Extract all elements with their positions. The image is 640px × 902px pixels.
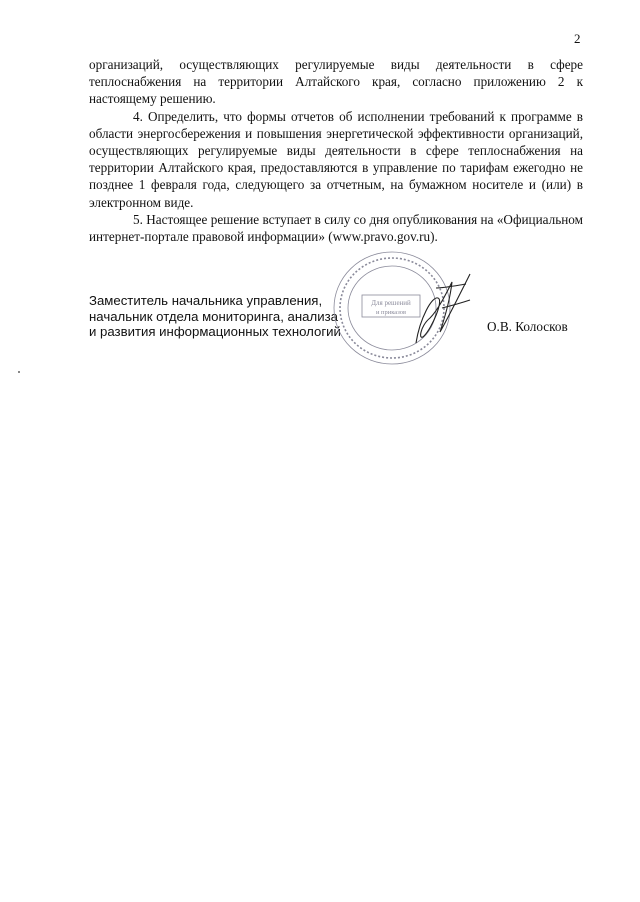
official-stamp (320, 248, 500, 378)
signatory-title-line: и развития информационных технологий (89, 324, 341, 339)
stamp-ring-text (340, 258, 444, 358)
handwritten-signature (416, 274, 470, 343)
stamp-outer-ring (334, 252, 450, 364)
document-body (89, 56, 583, 245)
signatory-name: О.В. Колосков (487, 319, 568, 334)
stamp-inner-text-1: Для решений (371, 299, 411, 307)
margin-mark (18, 371, 20, 373)
paragraph-item-5: 5. Настоящее решение вступает в силу со дня опубликования на «Официальном интернет-портале правовой информации» (www.pravo.gov.ru). (89, 211, 583, 245)
signatory-title-line: Заместитель начальника управления, (89, 293, 323, 308)
paragraph-continuation: организаций, осуществляющих регулируемые виды деятельности в сфере теплоснабжения на территории Алтайского края, согласно приложению 2 к настоящему решению. (89, 57, 583, 107)
paragraph-item-4: 4. Определить, что формы отчетов об исполнении требований к программе в области энергосбережения и повышения энергетической эффективности организаций, осуществляющих регулируемые виды деятельности в сфере теплоснабжения на территории Алтайского края, предоставляются в управление по тарифам ежегодно не позднее 1 февраля года, следующего за отчетным, на бумажном носителе и (или) в электронном виде. (89, 108, 583, 210)
signatory-title-line: начальник отдела мониторинга, анализа (89, 308, 338, 324)
page-number: 2 (574, 31, 581, 46)
stamp-inner-text-2: и приказов (375, 309, 407, 316)
